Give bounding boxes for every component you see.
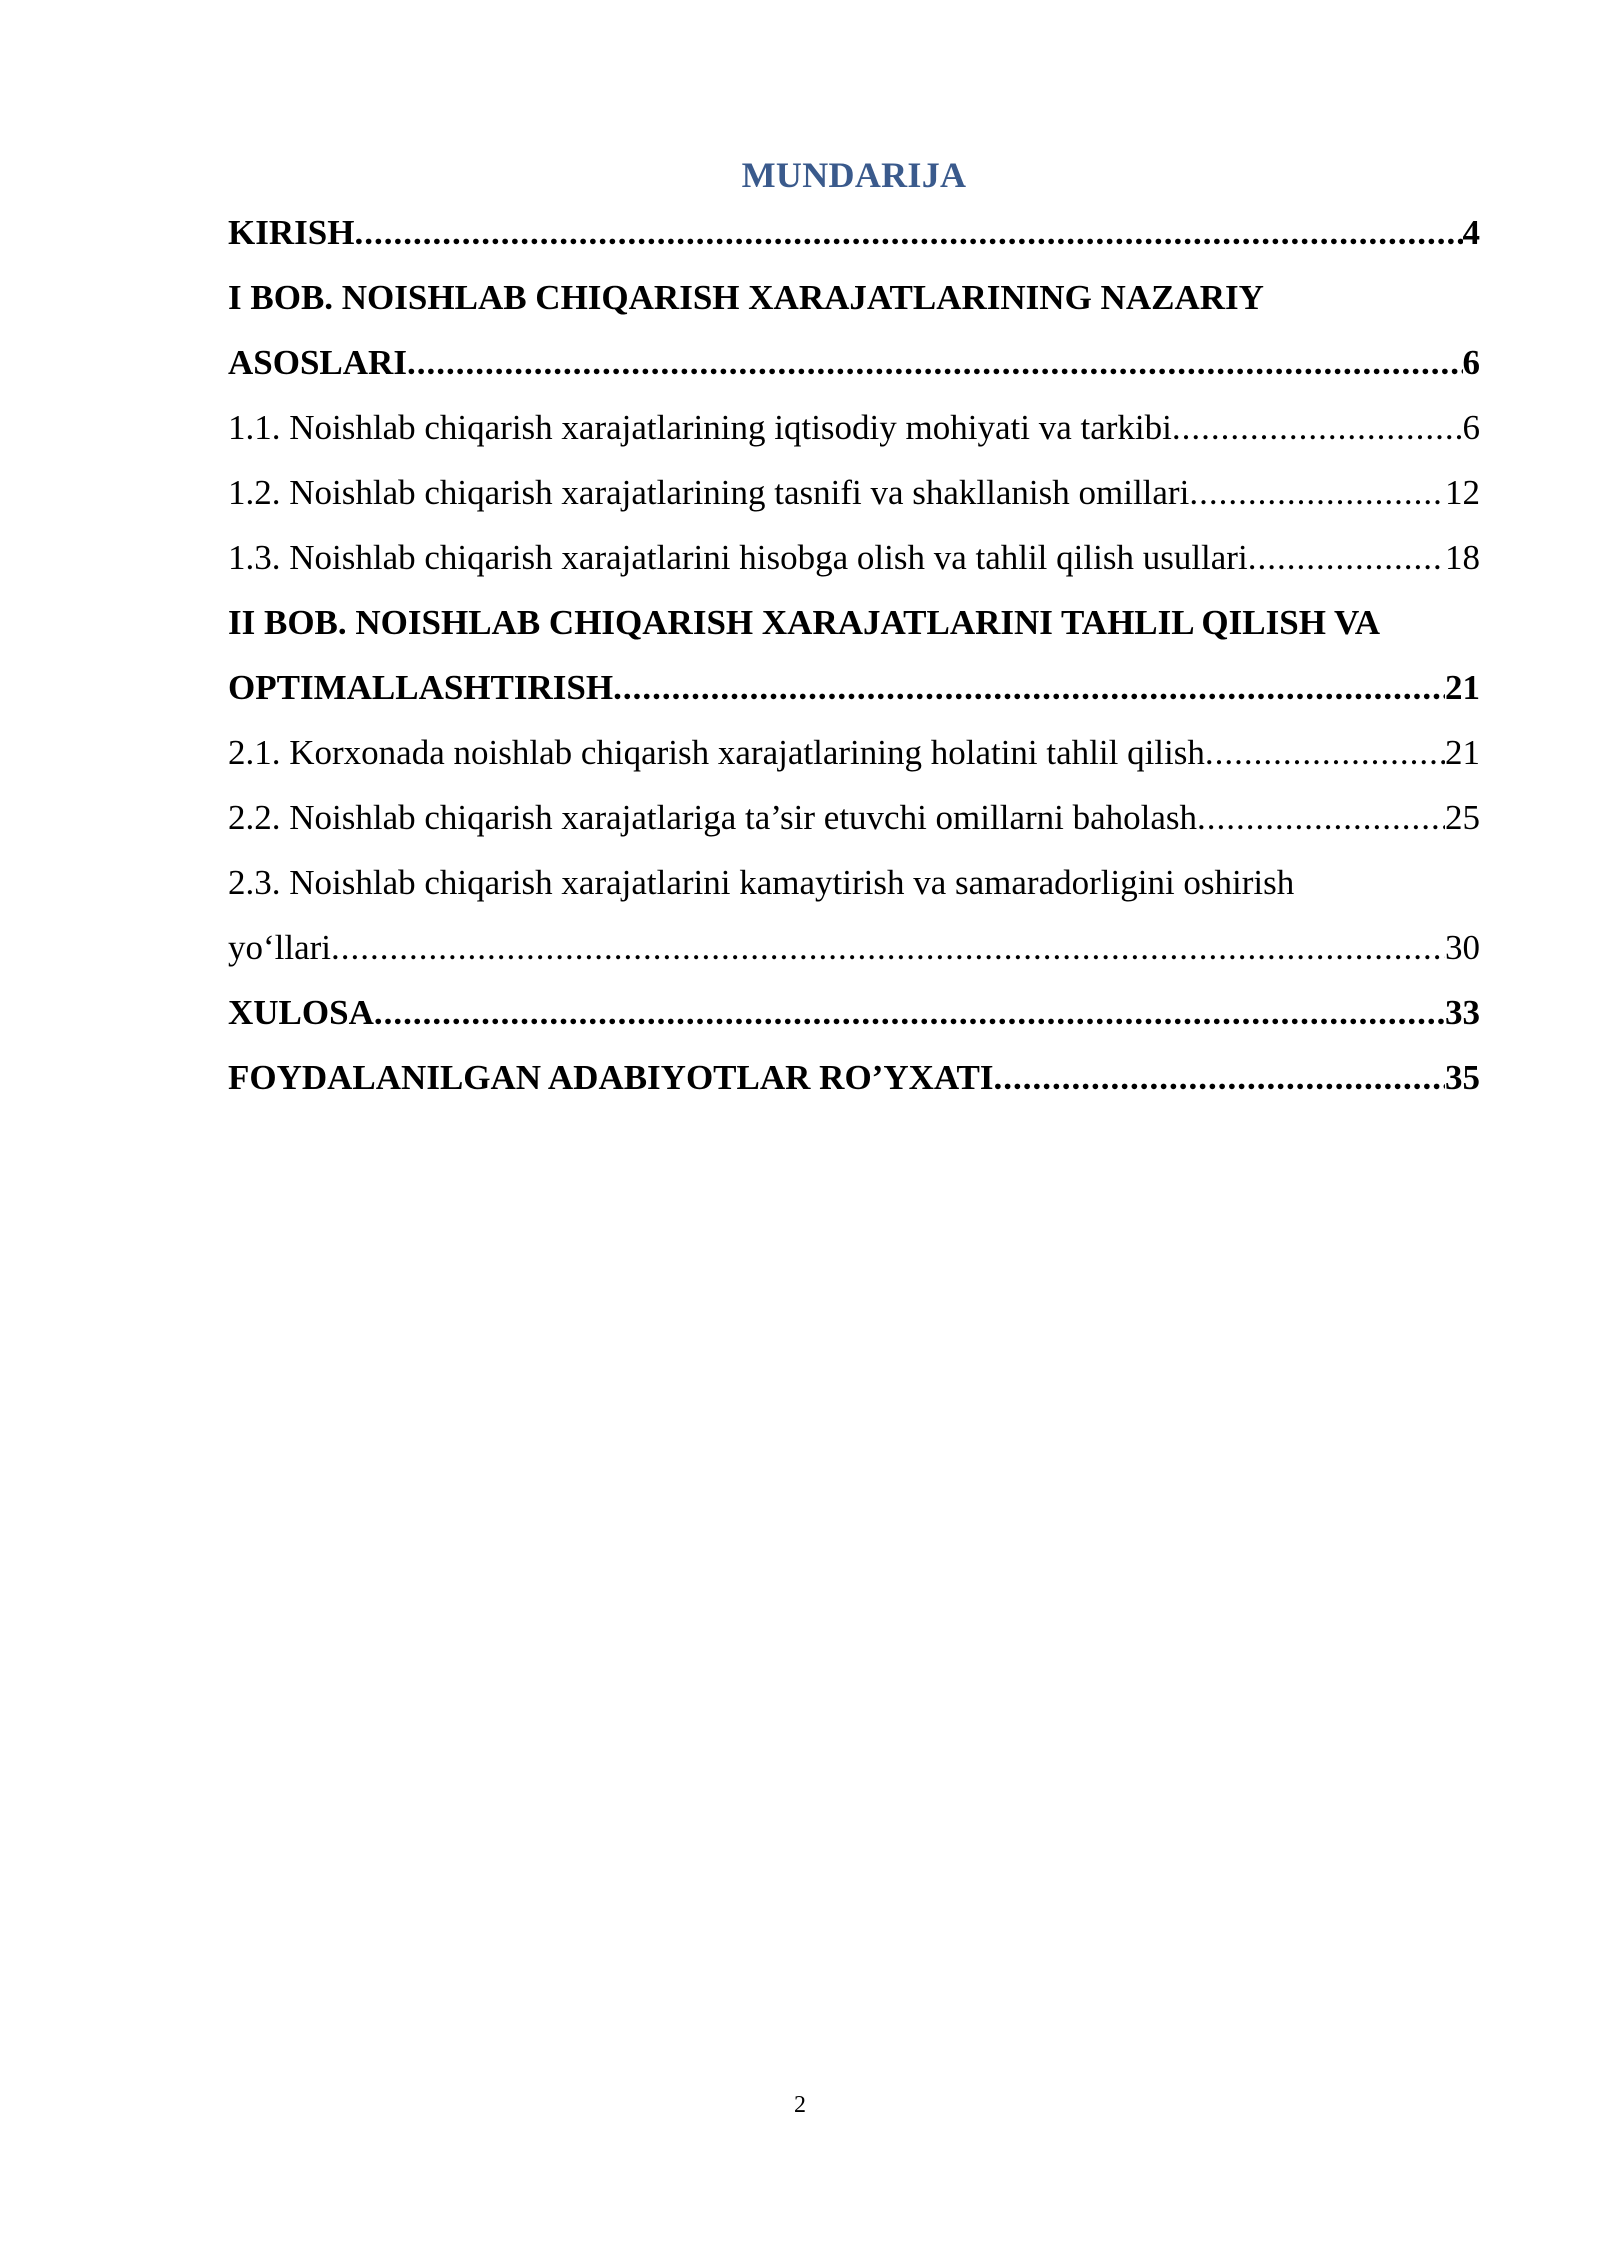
toc-entry-chapter-2[interactable] — [228, 590, 1480, 720]
toc-dot-leader — [1248, 525, 1445, 590]
toc-dot-leader — [613, 655, 1445, 720]
toc-entry-page: 6 — [1462, 343, 1480, 382]
toc-entry-page: 35 — [1445, 1058, 1480, 1097]
toc-entry-page: 25 — [1445, 798, 1480, 837]
toc-entry-label: 2.1. Korxonada noishlab chiqarish xarajatlarining holatini tahlil qilish — [228, 733, 1205, 772]
toc-dot-leader — [1172, 395, 1463, 460]
toc-dot-leader — [1189, 460, 1445, 525]
toc-dot-leader — [1205, 720, 1445, 785]
toc-entry-page: 18 — [1445, 538, 1480, 577]
toc-dot-leader — [994, 1045, 1445, 1110]
toc-entry-label: 1.3. Noishlab chiqarish xarajatlarini hisobga olish va tahlil qilish usullari — [228, 538, 1248, 577]
toc-entry-kirish[interactable] — [228, 200, 1480, 265]
toc-entry-label: yo‘llari — [228, 928, 332, 967]
toc-dot-leader — [374, 980, 1445, 1045]
toc-entry-page: 21 — [1445, 733, 1480, 772]
toc-dot-leader — [331, 915, 1445, 980]
toc-entry-label: 1.2. Noishlab chiqarish xarajatlarining tasnifi va shakllanish omillari — [228, 473, 1190, 512]
toc-entry-label: 2.2. Noishlab chiqarish xarajatlariga ta’sir etuvchi omillarni baholash — [228, 798, 1198, 837]
toc-entry-page: 4 — [1462, 213, 1480, 252]
toc-dot-leader — [354, 200, 1462, 265]
toc-dot-leader — [407, 330, 1463, 395]
toc-entry-label-line-1: 2.3. Noishlab chiqarish xarajatlarini kamaytirish va samaradorligini oshirish — [228, 863, 1295, 902]
toc-entry-xulosa[interactable] — [228, 980, 1480, 1045]
toc-entry-page: 30 — [1445, 928, 1480, 967]
toc-entry-page: 6 — [1462, 408, 1480, 447]
toc-entry-label-line-1: I BOB. NOISHLAB CHIQARISH XARAJATLARINING NAZARIY — [228, 278, 1264, 317]
toc-entry-chapter-1[interactable] — [228, 265, 1480, 395]
toc-entry-section-1-1[interactable] — [228, 395, 1480, 460]
toc-entry-section-2-3[interactable] — [228, 850, 1480, 980]
toc-entry-page: 12 — [1445, 473, 1480, 512]
toc-title: MUNDARIJA — [741, 155, 967, 195]
toc-dot-leader — [1197, 785, 1445, 850]
toc-entry-section-1-3[interactable] — [228, 525, 1480, 590]
toc-entry-label: ASOSLARI — [228, 343, 407, 382]
toc-entry-label: FOYDALANILGAN ADABIYOTLAR RO’YXATI — [228, 1058, 994, 1097]
toc-entry-label: 1.1. Noishlab chiqarish xarajatlarining iqtisodiy mohiyati va tarkibi — [228, 408, 1172, 447]
toc-entry-section-2-1[interactable] — [228, 720, 1480, 785]
toc-entry-label: XULOSA — [228, 993, 374, 1032]
page-number: 2 — [794, 2092, 806, 2118]
toc-entry-bibliography[interactable] — [228, 1045, 1480, 1110]
document-page — [228, 150, 1480, 1110]
toc-entry-label: KIRISH — [228, 213, 355, 252]
toc-entry-section-1-2[interactable] — [228, 460, 1480, 525]
toc-entry-label: OPTIMALLASHTIRISH — [228, 668, 614, 707]
table-of-contents — [228, 200, 1480, 1110]
toc-entry-page: 33 — [1445, 993, 1480, 1032]
toc-entry-label-line-1: II BOB. NOISHLAB CHIQARISH XARAJATLARINI TAHLIL QILISH VA — [228, 603, 1381, 642]
toc-entry-page: 21 — [1445, 668, 1480, 707]
toc-entry-section-2-2[interactable] — [228, 785, 1480, 850]
